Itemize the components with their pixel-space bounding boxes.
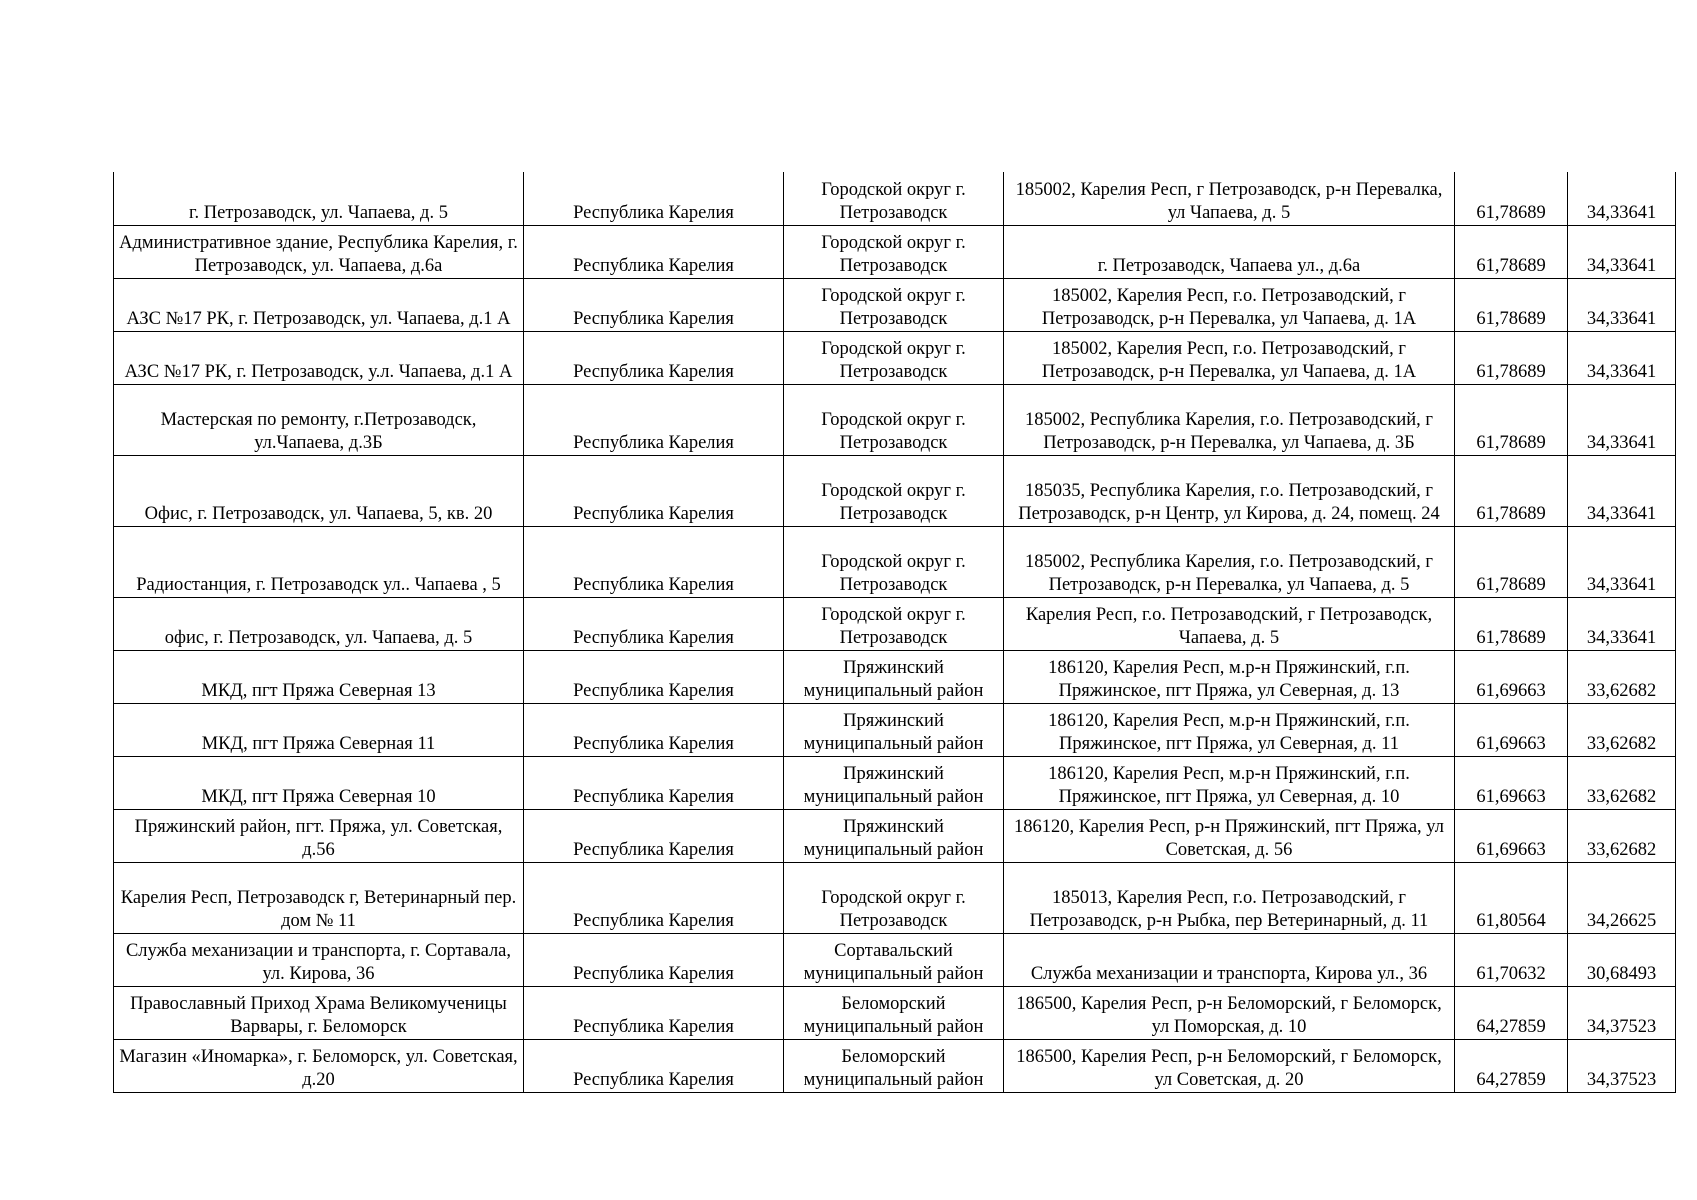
longitude-cell: 34,37523 xyxy=(1568,1039,1676,1092)
object-name-cell: Офис, г. Петрозаводск, ул. Чапаева, 5, кв. 20 xyxy=(114,455,524,526)
latitude-cell: 61,78689 xyxy=(1455,526,1568,597)
region-cell: Республика Карелия xyxy=(524,986,784,1039)
municipality-cell: Городской округ г. Петрозаводск xyxy=(784,278,1004,331)
address-cell: 185002, Карелия Респ, г.о. Петрозаводский, г Петрозаводск, р-н Перевалка, ул Чапаева, д. 1А xyxy=(1004,278,1455,331)
table-row xyxy=(114,331,1676,384)
address-cell: 185035, Республика Карелия, г.о. Петрозаводский, г Петрозаводск, р-н Центр, ул Кирова, д. 24, помещ. 24 xyxy=(1004,455,1455,526)
latitude-cell: 61,78689 xyxy=(1455,597,1568,650)
address-cell: г. Петрозаводск, Чапаева ул., д.6а xyxy=(1004,225,1455,278)
table-row xyxy=(114,597,1676,650)
longitude-cell: 30,68493 xyxy=(1568,933,1676,986)
municipality-cell: Городской округ г. Петрозаводск xyxy=(784,172,1004,225)
latitude-cell: 61,69663 xyxy=(1455,703,1568,756)
region-cell: Республика Карелия xyxy=(524,862,784,933)
municipality-cell: Пряжинский муниципальный район xyxy=(784,756,1004,809)
object-name-cell: Карелия Респ, Петрозаводск г, Ветеринарный пер. дом № 11 xyxy=(114,862,524,933)
table-row xyxy=(114,225,1676,278)
object-name-cell: Служба механизации и транспорта, г. Сортавала, ул. Кирова, 36 xyxy=(114,933,524,986)
latitude-cell: 61,78689 xyxy=(1455,455,1568,526)
municipality-cell: Городской округ г. Петрозаводск xyxy=(784,331,1004,384)
address-cell: 185013, Карелия Респ, г.о. Петрозаводский, г Петрозаводск, р-н Рыбка, пер Ветеринарный, д. 11 xyxy=(1004,862,1455,933)
longitude-cell: 34,26625 xyxy=(1568,862,1676,933)
region-cell: Республика Карелия xyxy=(524,455,784,526)
object-name-cell: МКД, пгт Пряжа Северная 13 xyxy=(114,650,524,703)
region-cell: Республика Карелия xyxy=(524,225,784,278)
latitude-cell: 61,69663 xyxy=(1455,650,1568,703)
longitude-cell: 34,33641 xyxy=(1568,384,1676,455)
object-name-cell: Административное здание, Республика Карелия, г. Петрозаводск, ул. Чапаева, д.6а xyxy=(114,225,524,278)
object-name-cell: Мастерская по ремонту, г.Петрозаводск, ул.Чапаева, д.3Б xyxy=(114,384,524,455)
table-row xyxy=(114,862,1676,933)
latitude-cell: 61,78689 xyxy=(1455,384,1568,455)
latitude-cell: 61,78689 xyxy=(1455,172,1568,225)
municipality-cell: Пряжинский муниципальный район xyxy=(784,650,1004,703)
region-cell: Республика Карелия xyxy=(524,703,784,756)
municipality-cell: Городской округ г. Петрозаводск xyxy=(784,225,1004,278)
longitude-cell: 34,37523 xyxy=(1568,986,1676,1039)
table-row xyxy=(114,172,1676,225)
region-cell: Республика Карелия xyxy=(524,933,784,986)
table-row xyxy=(114,933,1676,986)
longitude-cell: 34,33641 xyxy=(1568,331,1676,384)
table-row xyxy=(114,756,1676,809)
municipality-cell: Беломорский муниципальный район xyxy=(784,986,1004,1039)
region-cell: Республика Карелия xyxy=(524,278,784,331)
address-cell: 185002, Карелия Респ, г Петрозаводск, р-н Перевалка, ул Чапаева, д. 5 xyxy=(1004,172,1455,225)
table-row xyxy=(114,455,1676,526)
object-name-cell: Радиостанция, г. Петрозаводск ул.. Чапаева , 5 xyxy=(114,526,524,597)
object-name-cell: Пряжинский район, пгт. Пряжа, ул. Советская, д.56 xyxy=(114,809,524,862)
region-cell: Республика Карелия xyxy=(524,756,784,809)
address-cell: 185002, Республика Карелия, г.о. Петрозаводский, г Петрозаводск, р-н Перевалка, ул Чапаева, д. 3Б xyxy=(1004,384,1455,455)
latitude-cell: 61,69663 xyxy=(1455,809,1568,862)
municipality-cell: Городской округ г. Петрозаводск xyxy=(784,455,1004,526)
region-cell: Республика Карелия xyxy=(524,526,784,597)
address-cell: 186120, Карелия Респ, м.р-н Пряжинский, г.п. Пряжинское, пгт Пряжа, ул Северная, д. 13 xyxy=(1004,650,1455,703)
municipality-cell: Пряжинский муниципальный район xyxy=(784,809,1004,862)
municipality-cell: Городской округ г. Петрозаводск xyxy=(784,526,1004,597)
table-row xyxy=(114,650,1676,703)
table-row xyxy=(114,526,1676,597)
longitude-cell: 34,33641 xyxy=(1568,225,1676,278)
latitude-cell: 61,78689 xyxy=(1455,278,1568,331)
region-cell: Республика Карелия xyxy=(524,650,784,703)
longitude-cell: 34,33641 xyxy=(1568,597,1676,650)
municipality-cell: Городской округ г. Петрозаводск xyxy=(784,597,1004,650)
address-cell: 185002, Республика Карелия, г.о. Петрозаводский, г Петрозаводск, р-н Перевалка, ул Чапаева, д. 5 xyxy=(1004,526,1455,597)
latitude-cell: 61,78689 xyxy=(1455,225,1568,278)
longitude-cell: 34,33641 xyxy=(1568,455,1676,526)
address-cell: 185002, Карелия Респ, г.о. Петрозаводский, г Петрозаводск, р-н Перевалка, ул Чапаева, д. 1А xyxy=(1004,331,1455,384)
latitude-cell: 61,80564 xyxy=(1455,862,1568,933)
latitude-cell: 61,69663 xyxy=(1455,756,1568,809)
longitude-cell: 33,62682 xyxy=(1568,756,1676,809)
address-cell: 186120, Карелия Респ, м.р-н Пряжинский, г.п. Пряжинское, пгт Пряжа, ул Северная, д. 11 xyxy=(1004,703,1455,756)
municipality-cell: Пряжинский муниципальный район xyxy=(784,703,1004,756)
region-cell: Республика Карелия xyxy=(524,331,784,384)
object-name-cell: Магазин «Иномарка», г. Беломорск, ул. Советская, д.20 xyxy=(114,1039,524,1092)
address-cell: 186500, Карелия Респ, р-н Беломорский, г Беломорск, ул Советская, д. 20 xyxy=(1004,1039,1455,1092)
region-cell: Республика Карелия xyxy=(524,384,784,455)
table-row xyxy=(114,809,1676,862)
objects-table-body xyxy=(114,172,1676,1092)
object-name-cell: МКД, пгт Пряжа Северная 10 xyxy=(114,756,524,809)
longitude-cell: 33,62682 xyxy=(1568,703,1676,756)
municipality-cell: Городской округ г. Петрозаводск xyxy=(784,384,1004,455)
longitude-cell: 33,62682 xyxy=(1568,809,1676,862)
municipality-cell: Сортавальский муниципальный район xyxy=(784,933,1004,986)
longitude-cell: 34,33641 xyxy=(1568,172,1676,225)
object-name-cell: МКД, пгт Пряжа Северная 11 xyxy=(114,703,524,756)
latitude-cell: 61,78689 xyxy=(1455,331,1568,384)
address-cell: 186120, Карелия Респ, м.р-н Пряжинский, г.п. Пряжинское, пгт Пряжа, ул Северная, д. 10 xyxy=(1004,756,1455,809)
municipality-cell: Городской округ г. Петрозаводск xyxy=(784,862,1004,933)
object-name-cell: г. Петрозаводск, ул. Чапаева, д. 5 xyxy=(114,172,524,225)
region-cell: Республика Карелия xyxy=(524,172,784,225)
table-row xyxy=(114,1039,1676,1092)
table-row xyxy=(114,384,1676,455)
address-cell: Служба механизации и транспорта, Кирова ул., 36 xyxy=(1004,933,1455,986)
latitude-cell: 61,70632 xyxy=(1455,933,1568,986)
address-cell: 186500, Карелия Респ, р-н Беломорский, г Беломорск, ул Поморская, д. 10 xyxy=(1004,986,1455,1039)
object-name-cell: АЗС №17 РК, г. Петрозаводск, ул. Чапаева, д.1 А xyxy=(114,278,524,331)
region-cell: Республика Карелия xyxy=(524,1039,784,1092)
table-row xyxy=(114,986,1676,1039)
table-row xyxy=(114,278,1676,331)
object-name-cell: АЗС №17 РК, г. Петрозаводск, у.л. Чапаева, д.1 А xyxy=(114,331,524,384)
longitude-cell: 34,33641 xyxy=(1568,278,1676,331)
region-cell: Республика Карелия xyxy=(524,597,784,650)
address-cell: 186120, Карелия Респ, р-н Пряжинский, пгт Пряжа, ул Советская, д. 56 xyxy=(1004,809,1455,862)
longitude-cell: 33,62682 xyxy=(1568,650,1676,703)
objects-table xyxy=(113,172,1676,1093)
object-name-cell: офис, г. Петрозаводск, ул. Чапаева, д. 5 xyxy=(114,597,524,650)
latitude-cell: 64,27859 xyxy=(1455,986,1568,1039)
longitude-cell: 34,33641 xyxy=(1568,526,1676,597)
latitude-cell: 64,27859 xyxy=(1455,1039,1568,1092)
region-cell: Республика Карелия xyxy=(524,809,784,862)
municipality-cell: Беломорский муниципальный район xyxy=(784,1039,1004,1092)
address-cell: Карелия Респ, г.о. Петрозаводский, г Петрозаводск, Чапаева, д. 5 xyxy=(1004,597,1455,650)
table-row xyxy=(114,703,1676,756)
object-name-cell: Православный Приход Храма Великомученицы Варвары, г. Беломорск xyxy=(114,986,524,1039)
